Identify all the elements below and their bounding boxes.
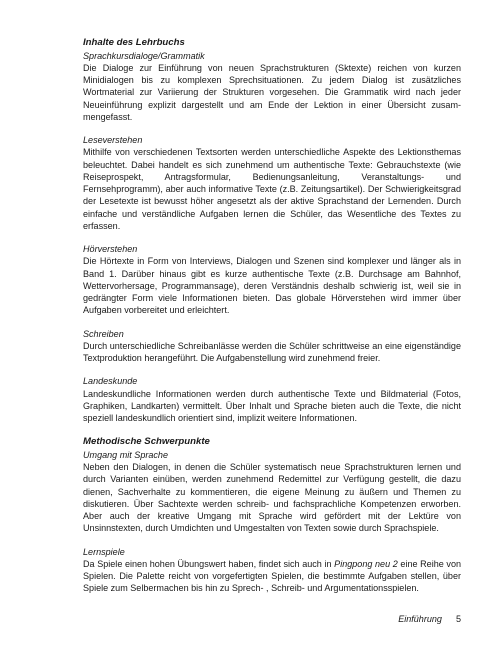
book-title-pingpong: Pingpong neu 2: [334, 558, 398, 569]
subheading-sprachkursdialoge: Sprachkursdialoge/Grammatik: [83, 50, 205, 61]
subheading-landeskunde: Landeskunde: [83, 376, 138, 387]
page-number: 5: [455, 614, 461, 624]
lernspiele-text-end: eine Reihe von Spielen. Die Palette reicht von vorgefertigten Spielen, die bestimmte Aufgaben stellen, über Spiele zum Selbermachen bis hin zu Sprech- , Schreib- und Argumentationsspielen.: [83, 558, 462, 594]
paragraph-hoerverstehen: Die Hörtexte in Form von Interviews, Dialogen und Szenen sind komplexer und länger als in Band 1. Darüber hinaus gibt es kurze authentische Texte (z.B. Durchsage am Bahnhof, Wettervorhersage, Programmansage), deren Verständnis deshalb schwierig ist, weil sie in gedrängter Form viele Informationen bieten. Das globale Hörverstehen wird immer über Aufgaben vorbereitet und erleichtert.: [83, 256, 461, 316]
paragraph-sprachkursdialoge: Die Dialoge zur Einführung von neuen Sprachstrukturen (Sktexte) reichen von kurzen Minidialogen bis zu komplexen Sprechsituationen. Zu jedem Dialog ist zusätzliches Wortmaterial zur Variierung der Strukturen vorgesehen. Die Grammatik wird nach jeder Neueinführung explizit dargestellt und am Ende der Lektion in einer Übersicht zusammengefasst.: [83, 62, 461, 122]
page-footer: [83, 614, 461, 624]
section-heading-lehrbuch-inhalte: Inhalte des Lehrbuchs: [83, 37, 185, 48]
subheading-lernspiele: Lernspiele: [83, 546, 125, 557]
page-content: [83, 37, 461, 595]
subheading-schreiben: Schreiben: [83, 328, 124, 339]
subheading-hoerverstehen: Hörverstehen: [83, 244, 138, 254]
section-heading-methodische-schwerpunkte: Methodische Schwerpunkte: [83, 436, 210, 448]
paragraph-schreiben: Durch unterschiedliche Schreibanlässe werden die Schüler schrittweise an eine eigenständige Textproduktion herangeführt. Die Aufgabenstellung wird zunehmend freier.: [83, 340, 461, 363]
paragraph-lernspiele: [83, 558, 461, 595]
footer-chapter-label: Einführung: [398, 614, 442, 624]
lernspiele-text-start: Da Spiele einen hohen Übungswert haben, findet sich auch in: [83, 558, 335, 569]
subheading-leseverstehen: Leseverstehen: [83, 135, 143, 145]
subheading-umgang-mit-sprache: Umgang mit Sprache: [83, 449, 168, 460]
paragraph-umgang-mit-sprache: Neben den Dialogen, in denen die Schüler systematisch neue Sprachstrukturen lernen und durch Varianten einüben, werden zunehmend Redemittel zur Verfügung gestellt, die dazu dienen, Sachverhalte zu kommentieren, die eigene Meinung zu äußern und Themen zu diskutieren. Über Sachtexte werden schreib- und fachsprachliche Kompetenzen erworben. Aber auch der kreative Umgang mit Sprache wird gefördert mit der Lektüre von Unsinnstexten, durch Umdichten und Umgestalten von Texten sowie durch Sprachspiele.: [83, 462, 461, 534]
paragraph-landeskunde: Landeskundliche Informationen werden durch authentische Texte und Bildmaterial (Fotos, Graphiken, Landkarten) vermittelt. Über Inhalt und Sprache bieten auch die Texte, die nicht speziell landeskundlich orientiert sind, implizit weitere Informationen.: [83, 388, 461, 423]
paragraph-leseverstehen: Mithilfe von verschiedenen Textsorten werden unterschiedliche Aspekte des Lektionsthemas beleuchtet. Dabei handelt es sich zunehmend um authentische Texte: Gebrauchstexte (wie Reiseprospekt, Antragsformular, Bedienungsanleitung, Veranstaltungs- und Fernsehprogramm), aber auch informative Texte (z.B. Zeitungsartikel). Der Schwierigkeitsgrad der Lesetexte ist bewusst höher angesetzt als der aktive Sprachstand der Lernenden. Durch einfache und verständliche Aufgaben lernen die Schüler, das Wesentliche des Textes zu erfassen.: [83, 147, 461, 231]
